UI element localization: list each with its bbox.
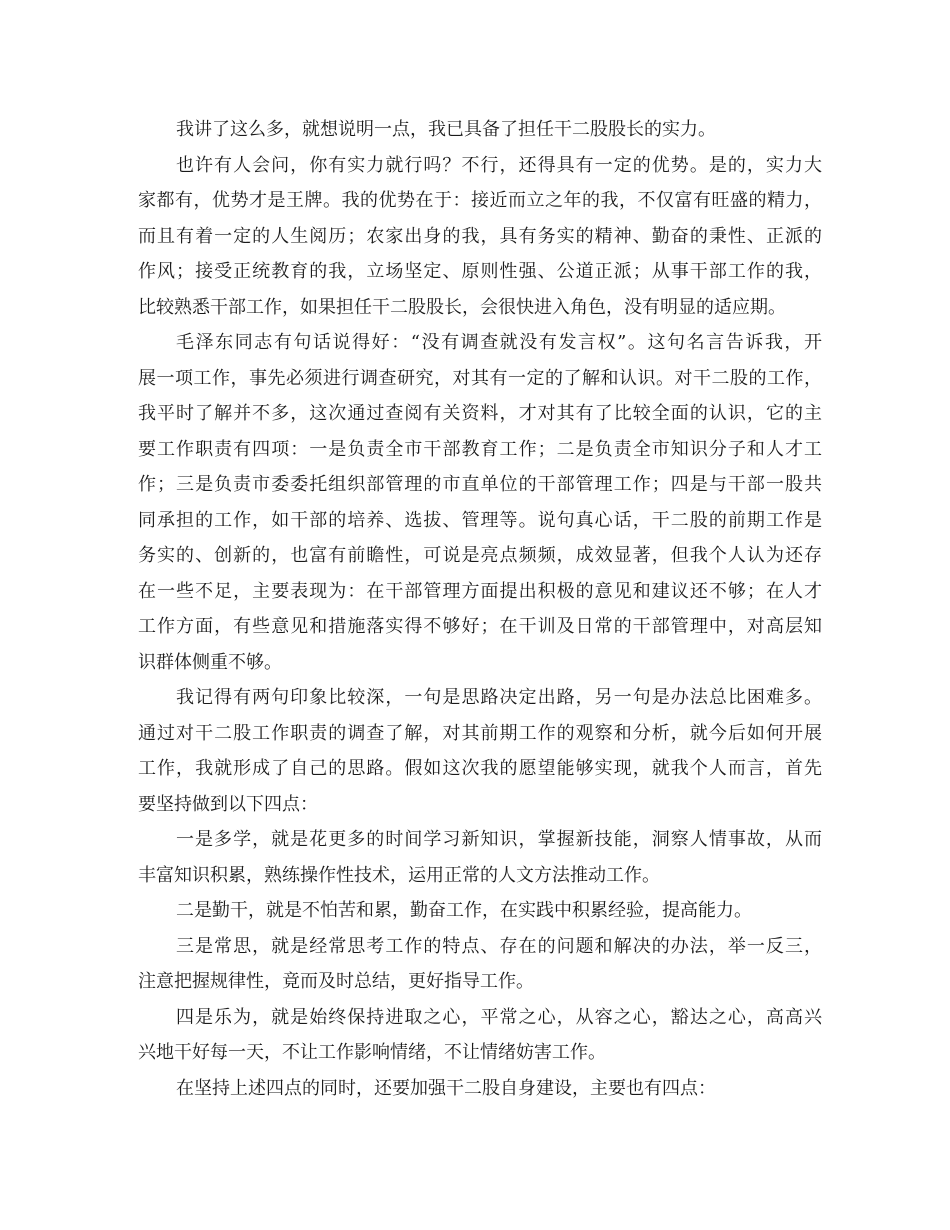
paragraph <box>138 680 822 822</box>
text-line: 要坚持做到以下四点： <box>138 793 318 815</box>
text-line: 也许有人会问，你有实力就行吗？不行，还得具有一定的优势。是的，实力大 <box>176 154 822 176</box>
paragraph <box>138 929 822 1000</box>
text-line: 三是常思，就是经常思考工作的特点、存在的问题和解决的办法，举一反三， <box>176 935 822 957</box>
text-line: 作风；接受正统教育的我，立场坚定、原则性强、公道正派；从事干部工作的我， <box>138 261 822 282</box>
text-line: 工作方面，有些意见和措施落实得不够好；在干训及日常的干部管理中，对高层知 <box>138 616 822 637</box>
text-line: 在一些不足，主要表现为：在干部管理方面提出积极的意见和建议还不够；在人才 <box>138 580 822 602</box>
text-line: 家都有，优势才是王牌。我的优势在于：接近而立之年的我，不仅富有旺盛的精力， <box>138 190 822 211</box>
text-line: 工作，我就形成了自己的思路。假如这次我的愿望能够实现，就我个人而言，首先 <box>138 758 822 779</box>
text-line: 展一项工作，事先必须进行调查研究，对其有一定的了解和认识。对干二股的工作， <box>138 367 822 389</box>
paragraph <box>138 1071 822 1107</box>
text-line: 识群体侧重不够。 <box>138 651 282 673</box>
paragraph <box>138 325 822 680</box>
text-line: 比较熟悉干部工作，如果担任干二股股长，会很快进入角色，没有明显的适应期。 <box>138 296 786 318</box>
text-line: 四是乐为，就是始终保持进取之心，平常之心，从容之心，豁达之心，高高兴 <box>176 1006 822 1028</box>
text-line: 注意把握规律性，竟而及时总结，更好指导工作。 <box>138 971 534 992</box>
text-line: 在坚持上述四点的同时，还要加强干二股自身建设，主要也有四点： <box>176 1077 716 1099</box>
text-line: 一是多学，就是花更多的时间学习新知识，掌握新技能，洞察人情事故，从而 <box>176 829 822 850</box>
paragraph <box>138 112 822 148</box>
text-line: 而且有着一定的人生阅历；农家出身的我，具有务实的精神、勤奋的秉性、正派的 <box>138 225 822 247</box>
paragraph <box>138 822 822 893</box>
text-line: 要工作职责有四项：一是负责全市干部教育工作；二是负责全市知识分子和人才工 <box>138 438 822 460</box>
text-line: 二是勤干，就是不怕苦和累，勤奋工作，在实践中积累经验，提高能力。 <box>176 900 752 921</box>
text-line: 毛泽东同志有句话说得好：“没有调查就没有发言权”。这句名言告诉我，开 <box>176 332 822 353</box>
text-line: 务实的、创新的，也富有前瞻性，可说是亮点频频，成效显著，但我个人认为还存 <box>138 545 822 566</box>
text-line: 同承担的工作，如干部的培养、选拔、管理等。说句真心话，干二股的前期工作是 <box>138 509 822 531</box>
text-line: 通过对干二股工作职责的调查了解，对其前期工作的观察和分析，就今后如何开展 <box>138 722 822 744</box>
text-line: 我讲了这么多，就想说明一点，我已具备了担任干二股股长的实力。 <box>176 119 716 140</box>
text-line: 我记得有两句印象比较深，一句是思路决定出路，另一句是办法总比困难多。 <box>176 687 822 708</box>
text-line: 丰富知识积累，熟练操作性技术，运用正常的人文方法推动工作。 <box>138 864 660 886</box>
document-body <box>138 112 822 1106</box>
paragraph <box>138 1000 822 1071</box>
text-line: 我平时了解并不多，这次通过查阅有关资料，才对其有了比较全面的认识，它的主 <box>138 403 822 424</box>
paragraph <box>138 148 822 326</box>
paragraph <box>138 893 822 929</box>
text-line: 兴地干好每一天，不让工作影响情绪，不让情绪妨害工作。 <box>138 1042 606 1063</box>
text-line: 作；三是负责市委委托组织部管理的市直单位的干部管理工作；四是与干部一股共 <box>138 474 822 495</box>
